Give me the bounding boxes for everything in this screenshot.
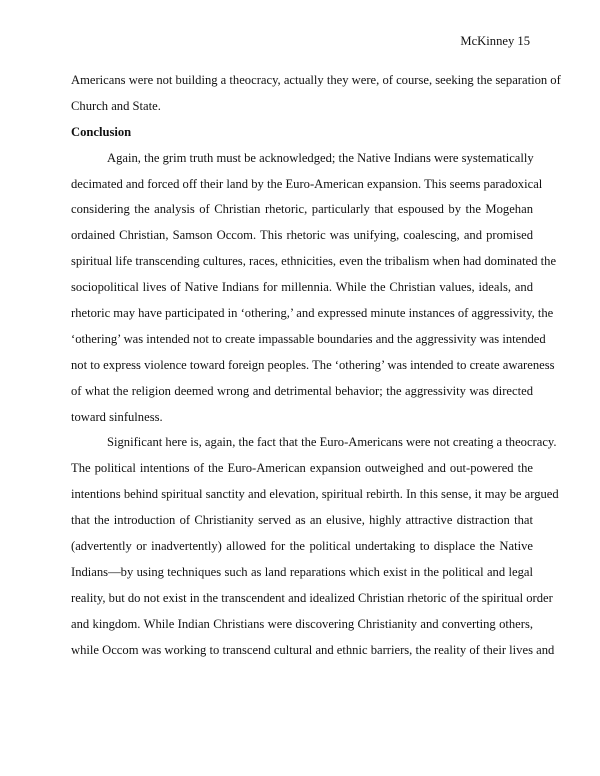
text-line: Significant here is, again, the fact that the Euro-Americans were not creating a theocracy. <box>107 435 557 450</box>
text-line: Americans were not building a theocracy, actually they were, of course, seeking the separation of <box>71 73 561 87</box>
text-line: not to express violence toward foreign peoples. The ‘othering’ was intended to create awareness <box>71 357 555 372</box>
text-line: that the introduction of Christianity served as an elusive, highly attractive distraction that <box>71 513 533 528</box>
paragraph-2 <box>71 432 559 665</box>
text-line: (advertently or inadvertently) allowed for the political undertaking to displace the Native <box>71 539 533 554</box>
section-heading: Conclusion <box>71 124 132 139</box>
text-line: ordained Christian, Samson Occom. This rhetoric was unifying, coalescing, and promised <box>71 228 533 243</box>
text-line: The political intentions of the Euro-American expansion outweighed and out-powered the <box>71 461 533 476</box>
text-line: intentions behind spiritual sanctity and elevation, spiritual rebirth. In this sense, it may be argued <box>71 487 559 502</box>
text-line: toward sinfulness. <box>71 409 163 424</box>
document-body <box>71 70 561 665</box>
text-line: rhetoric may have participated in ‘othering,’ and expressed minute instances of aggressivity, the <box>71 306 554 321</box>
paragraph-1 <box>71 148 557 433</box>
continuation-paragraph <box>71 70 561 122</box>
text-line: reality, but do not exist in the transcendent and idealized Christian rhetoric of the spiritual order <box>71 590 553 605</box>
text-line: and kingdom. While Indian Christians were discovering Christianity and converting others, <box>71 616 533 631</box>
text-line: Indians—by using techniques such as land reparations which exist in the political and legal <box>71 564 533 579</box>
text-line: considering the analysis of Christian rhetoric, particularly that espoused by the Mogehan <box>71 202 533 217</box>
text-line: Church and State. <box>71 98 161 113</box>
text-line: Again, the grim truth must be acknowledged; the Native Indians were systematically <box>107 150 534 165</box>
text-line: while Occom was working to transcend cultural and ethnic barriers, the reality of their lives and <box>71 642 555 657</box>
text-line: ‘othering’ was intended not to create impassable boundaries and the aggressivity was intended <box>71 331 546 346</box>
text-line: spiritual life transcending cultures, races, ethnicities, even the tribalism when had dominated the <box>71 254 557 269</box>
text-line: of what the religion deemed wrong and detrimental behavior; the aggressivity was directed <box>71 383 533 398</box>
running-head: McKinney 15 <box>460 34 530 48</box>
text-line: sociopolitical lives of Native Indians for millennia. While the Christian values, ideals, and <box>71 280 533 295</box>
text-line: decimated and forced off their land by the Euro-American expansion. This seems paradoxical <box>71 176 543 191</box>
